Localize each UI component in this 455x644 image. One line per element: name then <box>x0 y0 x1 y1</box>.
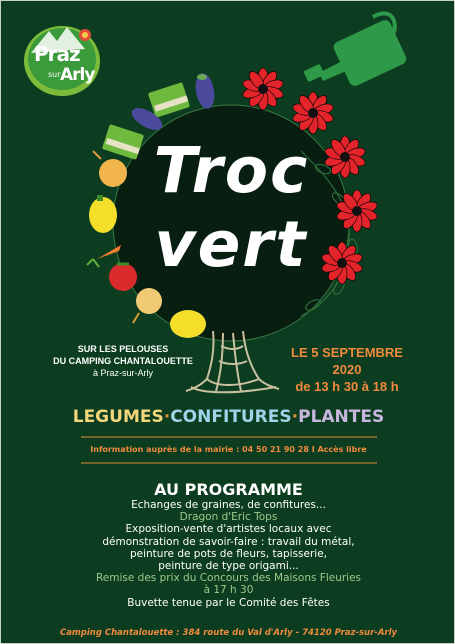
pepper-icon <box>170 310 206 338</box>
pepper-icon <box>89 195 117 233</box>
event-hours: de 13 h 30 à 18 h <box>295 379 399 394</box>
flower-icon <box>241 68 284 110</box>
program-line: Dragon d'Eric Tops <box>179 511 278 524</box>
program-line: Buvette tenue par le Comité des Fêtes <box>127 596 330 609</box>
event-title-line1: Troc <box>153 134 310 207</box>
product-vegetables: LEGUMES <box>72 407 164 427</box>
venue-line-2: DU CAMPING CHANTALOUETTE <box>53 356 193 366</box>
event-date: LE 5 SEPTEMBRE 2020 <box>291 345 403 377</box>
program-title: AU PROGRAMME <box>154 480 303 499</box>
product-plants: PLANTES <box>298 407 385 427</box>
product-separator: · <box>163 407 171 427</box>
event-title-line2: vert <box>154 208 308 281</box>
venue-line-1: SUR LES PELOUSES <box>77 344 169 354</box>
program-line: à 17 h 30 <box>203 584 254 597</box>
logo-text-praz: Praz <box>34 42 80 66</box>
venue-line-3: à Praz-sur-Arly <box>92 368 153 378</box>
info-line: Information auprès de la mairie : 04 50 21 90 28 I Accès libre <box>90 445 367 454</box>
products-banner <box>1 407 455 427</box>
product-jams: CONFITURES <box>170 407 292 427</box>
watering-can-icon <box>303 13 408 88</box>
product-separator: · <box>291 407 299 427</box>
program-line: Exposition-vente d'artistes locaux avec <box>125 523 332 536</box>
venue-block <box>53 343 193 379</box>
program-line: peinture de pots de fleurs, tapisserie, <box>129 547 328 560</box>
logo-text-sur: sur <box>48 70 61 79</box>
onion-icon <box>93 151 127 187</box>
carrot-icon <box>87 245 121 267</box>
logo-text-arly: Arly <box>60 65 95 85</box>
eggplant-icon <box>193 72 217 111</box>
program-line: Echanges de graines, de confitures... <box>131 499 326 511</box>
date-block <box>277 344 417 395</box>
program-line: Remise des prix du Concours des Maisons Fleuries <box>95 572 362 585</box>
footer-address: Camping Chantalouette : 384 route du Val d'Arly - 74120 Praz-sur-Arly <box>59 628 398 638</box>
program-line: peinture de type origami... <box>158 560 299 573</box>
book-icon <box>102 124 144 160</box>
program-list <box>1 499 455 609</box>
book-icon <box>148 82 190 118</box>
program-line: démonstration de savoir-faire : travail du métal, <box>102 535 355 548</box>
